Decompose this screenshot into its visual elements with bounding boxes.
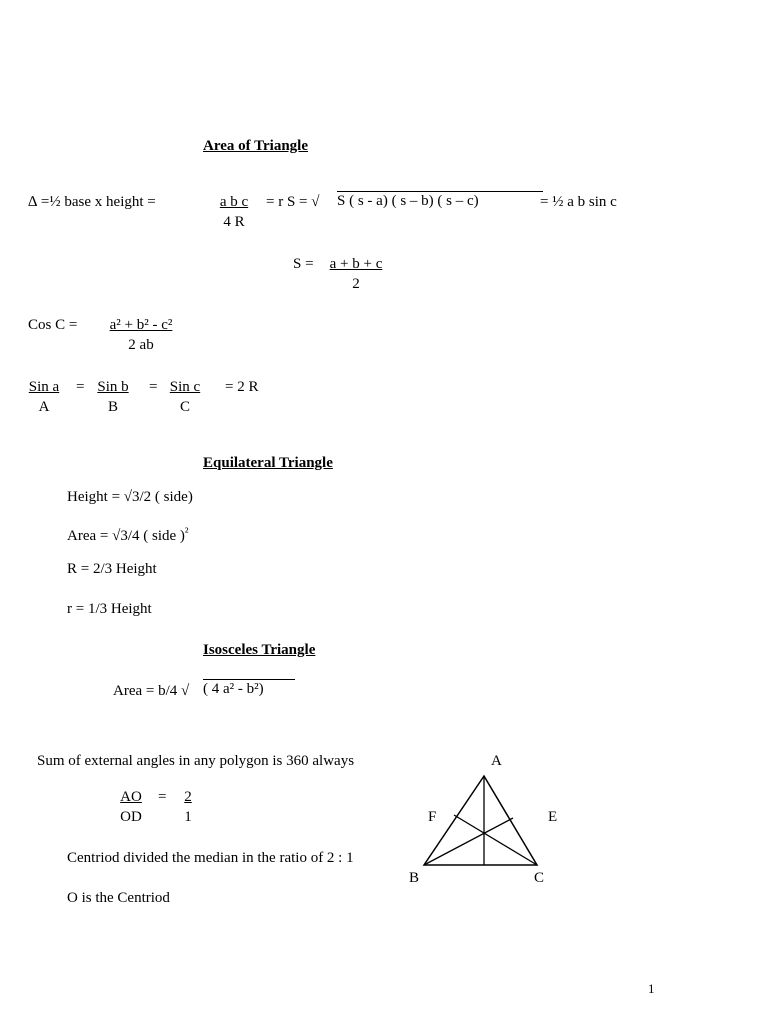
point-label-e: E (548, 809, 558, 825)
area-radicand: S ( s - a) ( s – b) ( s – c) (337, 191, 543, 209)
centroid-ratio-text: Centriod divided the median in the ratio of 2 : 1 (67, 850, 354, 866)
sine-rule-num-3: Sin c (169, 379, 201, 395)
equilateral-circumradius: R = 2/3 Height (67, 561, 157, 577)
semi-perimeter-numerator: a + b + c (329, 256, 383, 272)
sine-rule-equals-2: = (149, 379, 158, 395)
ratio-equals: = (158, 789, 167, 805)
semi-perimeter-denominator: 2 (352, 276, 360, 292)
cosine-numerator: a² + b² - c² (109, 317, 173, 333)
two-label: 2 (184, 789, 192, 805)
page-number: 1 (648, 981, 655, 996)
heading-equilateral-triangle: Equilateral Triangle (203, 455, 333, 471)
abc-numerator: a b c (219, 194, 249, 210)
cosine-denominator: 2 ab (128, 337, 154, 353)
sine-rule-rhs: = 2 R (225, 379, 259, 395)
semi-perimeter-lhs: S = (293, 256, 314, 272)
ao-label: AO (120, 789, 142, 805)
median-from-b (424, 818, 513, 865)
abc-denominator: 4 R (223, 214, 245, 230)
equilateral-area-squared: ² (184, 525, 189, 539)
point-label-f: F (428, 809, 437, 825)
heading-area-of-triangle: Area of Triangle (203, 138, 308, 154)
vertex-label-a: A (491, 753, 502, 769)
od-label: OD (120, 809, 142, 825)
sine-rule-num-1: Sin a (28, 379, 60, 395)
sine-rule-equals-1: = (76, 379, 85, 395)
triangle-abc (424, 776, 537, 865)
centroid-definition: O is the Centriod (67, 890, 170, 906)
sine-rule-den-2: B (107, 399, 118, 415)
equilateral-inradius: r = 1/3 Height (67, 601, 152, 617)
external-angles-text: Sum of external angles in any polygon is 360 always (37, 753, 355, 769)
area-half-ab-sin-c: = ½ a b sin c (540, 194, 617, 210)
median-from-c (454, 815, 537, 865)
isosceles-area-radicand: ( 4 a² - b²) (203, 679, 295, 697)
area-rs-sqrt: = r S = √ (266, 194, 320, 210)
one-label: 1 (184, 809, 192, 825)
isosceles-area-prefix: Area = b/4 √ (113, 683, 190, 699)
vertex-label-c: C (534, 870, 545, 886)
vertex-label-b: B (409, 870, 420, 886)
equilateral-height: Height = √3/2 ( side) (67, 489, 193, 505)
equilateral-area-text: Area = √3/4 ( side ) (67, 528, 185, 544)
sine-rule-num-2: Sin b (97, 379, 129, 395)
sine-rule-den-3: C (179, 399, 190, 415)
sine-rule-den-1: A (38, 399, 50, 415)
heading-isosceles-triangle: Isosceles Triangle (203, 642, 316, 658)
area-formula-lhs: ∆ =½ base x height = (28, 194, 156, 210)
cosine-lhs: Cos C = (28, 317, 78, 333)
